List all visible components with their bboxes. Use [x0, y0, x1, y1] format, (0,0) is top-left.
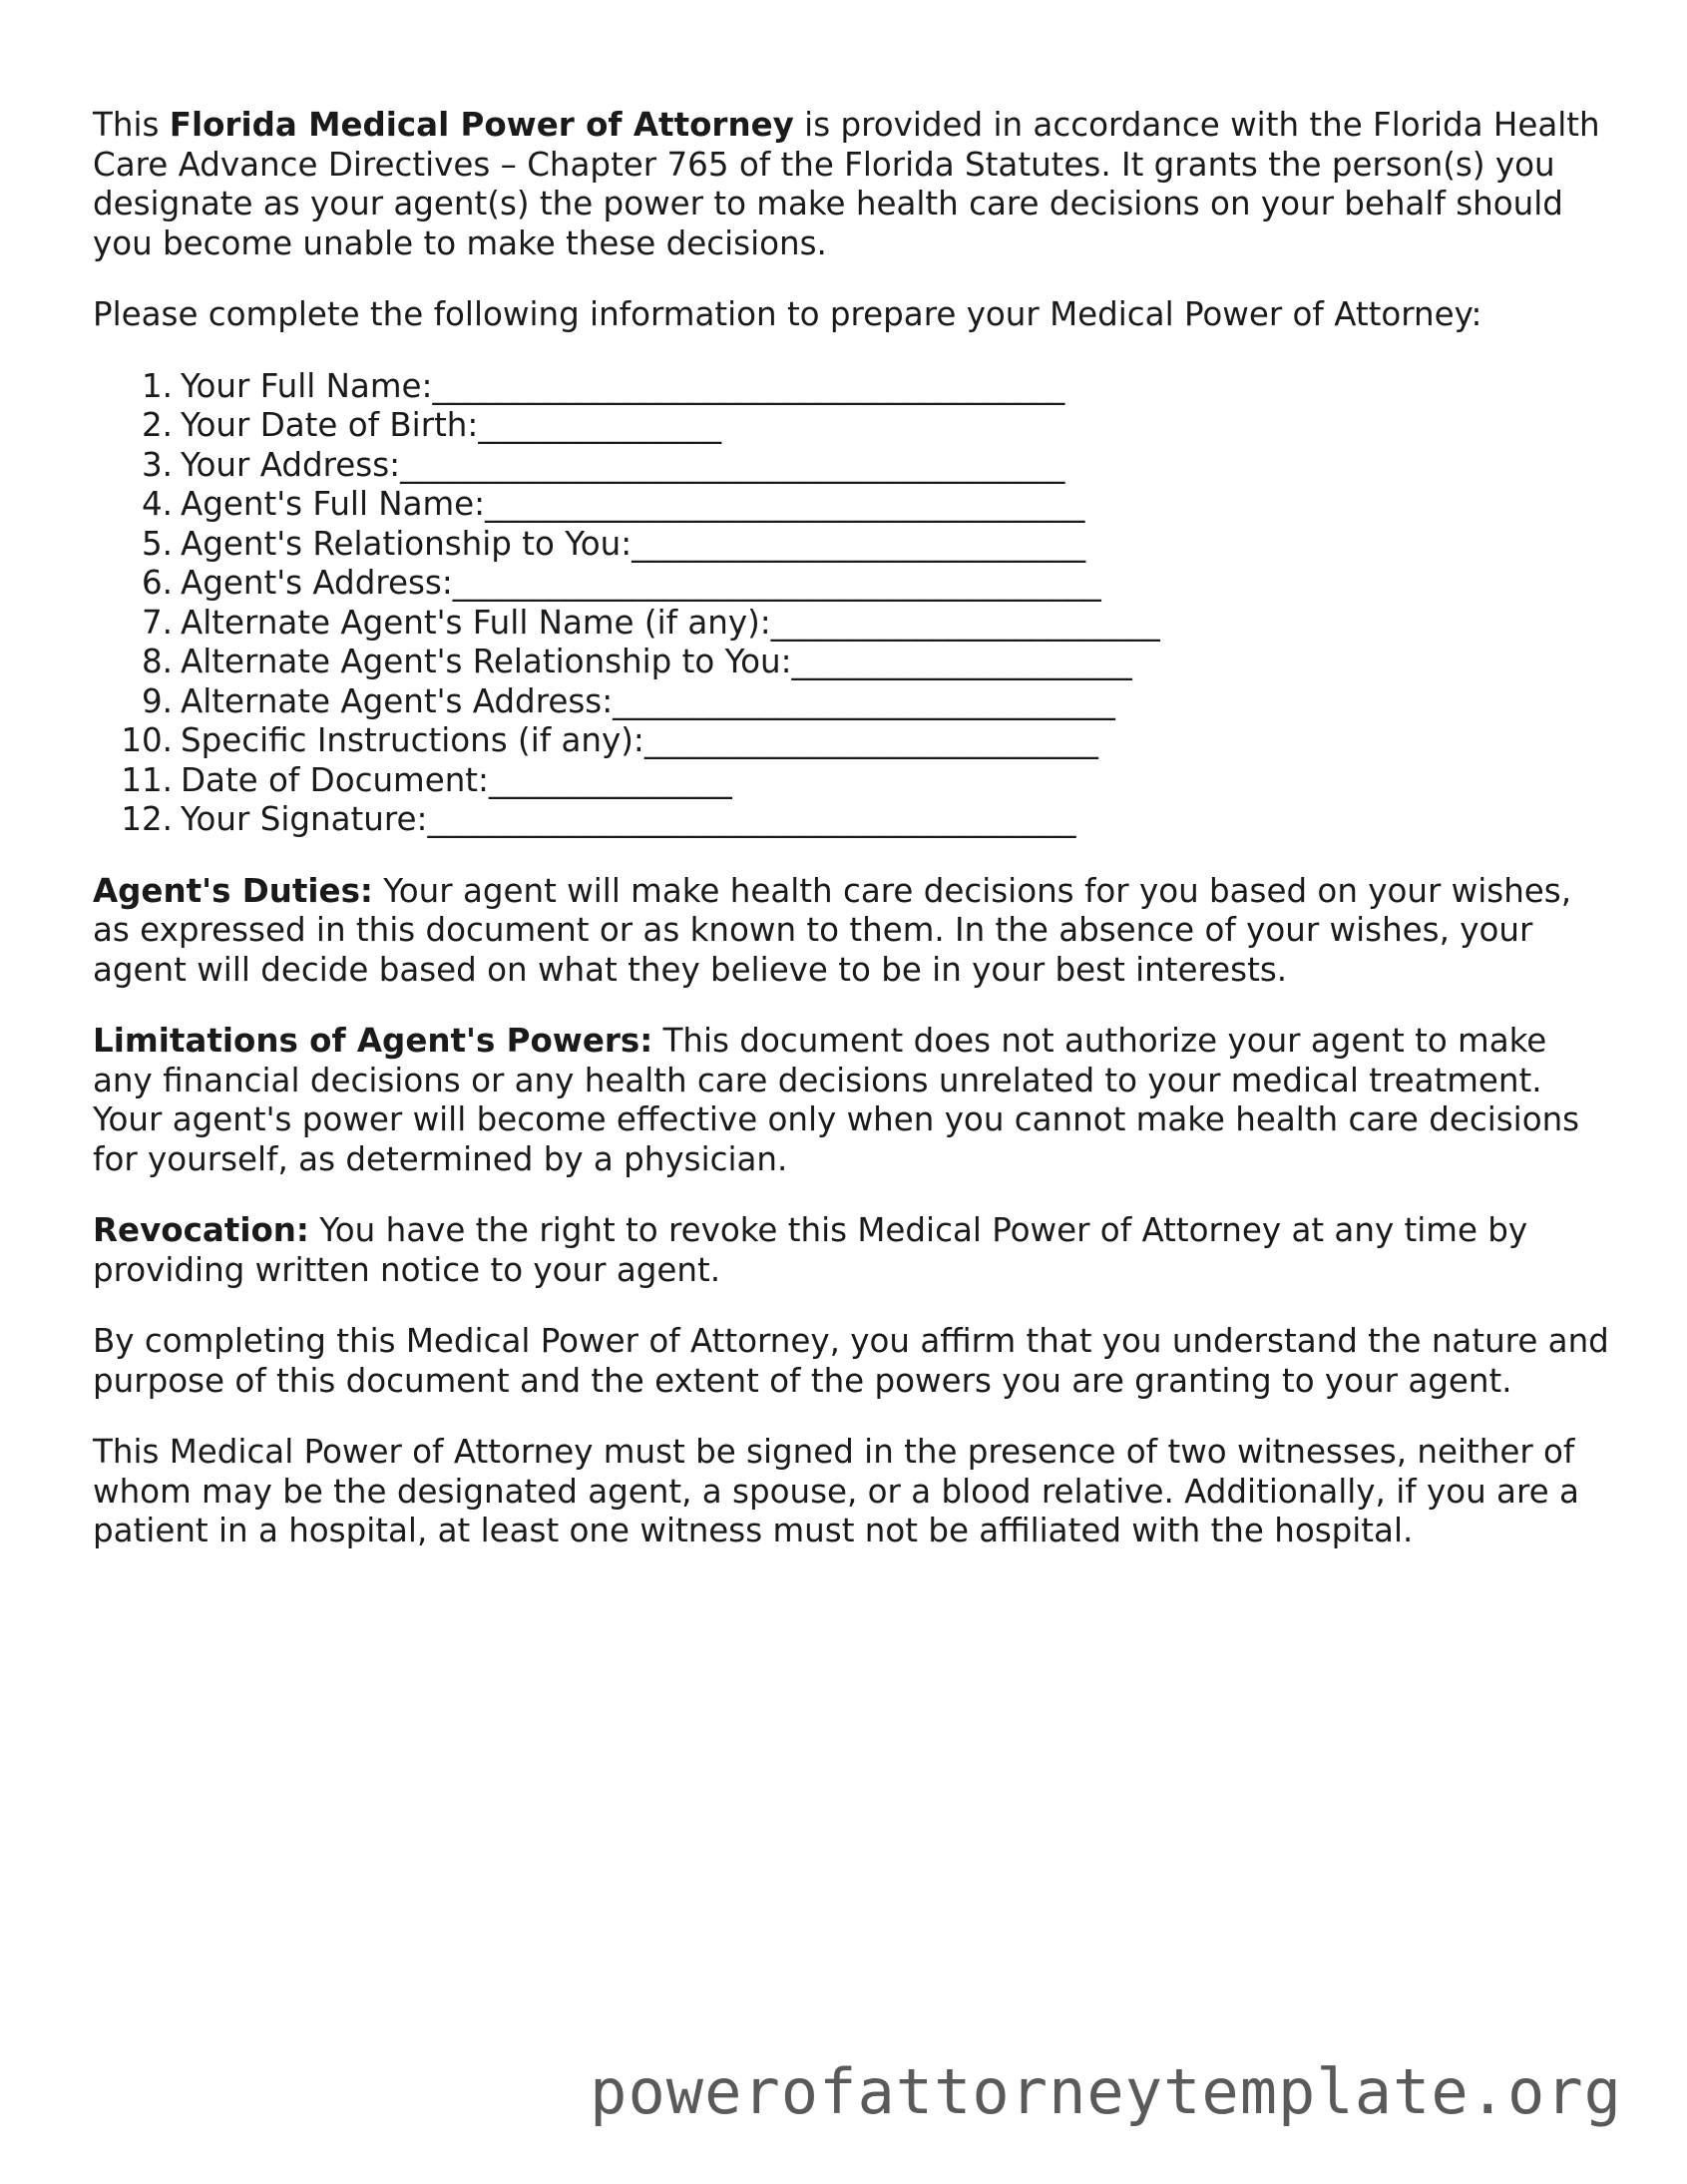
fill-in-blank[interactable]: _______________ — [489, 760, 732, 799]
field-number: 11. — [121, 760, 173, 799]
fill-in-blank[interactable]: _______________________________________ — [432, 366, 1065, 405]
field-label: Your Date of Birth: — [181, 406, 479, 444]
field-date-of-document — [93, 761, 1609, 801]
revocation-heading: Revocation: — [93, 1211, 309, 1249]
fill-in-blank[interactable]: _______________________________ — [613, 681, 1115, 720]
field-your-full-name — [93, 367, 1609, 407]
document-title: Florida Medical Power of Attorney — [169, 106, 794, 144]
field-number: 7. — [141, 603, 173, 642]
field-your-date-of-birth — [93, 406, 1609, 446]
field-label: Agent's Full Name: — [181, 485, 486, 523]
field-agent-relationship — [93, 525, 1609, 565]
field-label: Agent's Relationship to You: — [181, 524, 633, 563]
field-agent-full-name — [93, 485, 1609, 525]
fill-in-blank[interactable]: ________________________________________ — [452, 564, 1101, 602]
revocation-paragraph — [93, 1211, 1609, 1290]
fill-in-blank[interactable]: _____________________________________ — [485, 485, 1085, 523]
field-alternate-agent-address — [93, 682, 1609, 722]
field-number: 4. — [141, 485, 173, 523]
field-label: Your Address: — [181, 445, 401, 484]
instructions-paragraph: Please complete the following information to prepare your Medical Power of Attorney: — [93, 295, 1482, 333]
field-number: 3. — [141, 445, 173, 484]
field-label: Alternate Agent's Full Name (if any): — [181, 603, 771, 642]
field-number: 12. — [121, 800, 173, 838]
document-body — [93, 106, 1609, 1583]
intro-text: is provided in accordance with the Florida Health Care Advance Directives – Chapter 765 of the Florida Statutes. It grants the person(s) you designate as your agent(s) the power to make health care decisions on your behalf should you become unable to make these decisions. — [93, 106, 1600, 262]
field-label: Alternate Agent's Address: — [181, 681, 614, 720]
fill-in-blank[interactable]: ________________________________________ — [427, 800, 1076, 838]
field-agent-address — [93, 564, 1609, 604]
agent-duties-paragraph — [93, 872, 1609, 991]
field-label: Date of Document: — [181, 760, 489, 799]
agent-duties-text: Your agent will make health care decisions for you based on your wishes, as expressed in this document or as known to them. In the absence of your wishes, your agent will decide based on what they believe to be in your best interests. — [93, 871, 1572, 989]
affirmation-paragraph: By completing this Medical Power of Attorney, you affirm that you understand the nature and purpose of this document and the extent of the powers you are granting to your agent. — [93, 1322, 1609, 1400]
fill-in-blank[interactable]: ____________________________ — [632, 524, 1086, 563]
field-number: 9. — [141, 681, 173, 720]
field-label: Alternate Agent's Relationship to You: — [181, 643, 792, 680]
fill-in-blank[interactable]: ________________________ — [770, 603, 1160, 642]
limitations-text: This document does not authorize your agent to make any financial decisions or any health care decisions unrelated to your medical treatment. Your agent's power will become effective only when you cannot make health care decisions for yourself, as determined by a physician. — [93, 1022, 1580, 1178]
field-number: 6. — [141, 564, 173, 602]
field-number: 2. — [141, 406, 173, 444]
limitations-paragraph — [93, 1022, 1609, 1179]
field-alternate-agent-relationship — [93, 643, 1609, 682]
field-label: Your Signature: — [181, 800, 428, 838]
intro-prefix: This — [93, 106, 170, 144]
revocation-text: You have the right to revoke this Medical Power of Attorney at any time by providing written notice to your agent. — [93, 1211, 1528, 1289]
fill-in-blank[interactable]: _________________________________________ — [400, 445, 1065, 484]
form-fields-list — [93, 367, 1609, 840]
field-your-signature — [93, 800, 1609, 840]
limitations-heading: Limitations of Agent's Powers: — [93, 1022, 653, 1060]
field-label: Specific Instructions (if any): — [181, 721, 644, 759]
footer-watermark: powerofattorneytemplate.org — [590, 2055, 1622, 2128]
field-number: 10. — [121, 721, 173, 759]
fill-in-blank[interactable]: _____________________ — [791, 643, 1132, 680]
intro-paragraph — [93, 106, 1609, 263]
field-your-address — [93, 446, 1609, 486]
field-number: 1. — [141, 366, 173, 405]
witnesses-paragraph: This Medical Power of Attorney must be signed in the presence of two witnesses, neither of whom may be the designated agent, a spouse, or a blood relative. Additionally, if you are a patient in a hospital, at least one witness must not be affiliated with the hospital. — [93, 1433, 1579, 1549]
agent-duties-heading: Agent's Duties: — [93, 871, 373, 910]
field-number: 8. — [141, 643, 173, 680]
fill-in-blank[interactable]: _______________ — [478, 406, 722, 444]
field-label: Your Full Name: — [181, 366, 433, 405]
field-label: Agent's Address: — [181, 564, 453, 602]
field-specific-instructions — [93, 721, 1609, 761]
field-number: 5. — [141, 524, 173, 563]
fill-in-blank[interactable]: ____________________________ — [643, 721, 1098, 759]
field-alternate-agent-full-name — [93, 604, 1609, 644]
